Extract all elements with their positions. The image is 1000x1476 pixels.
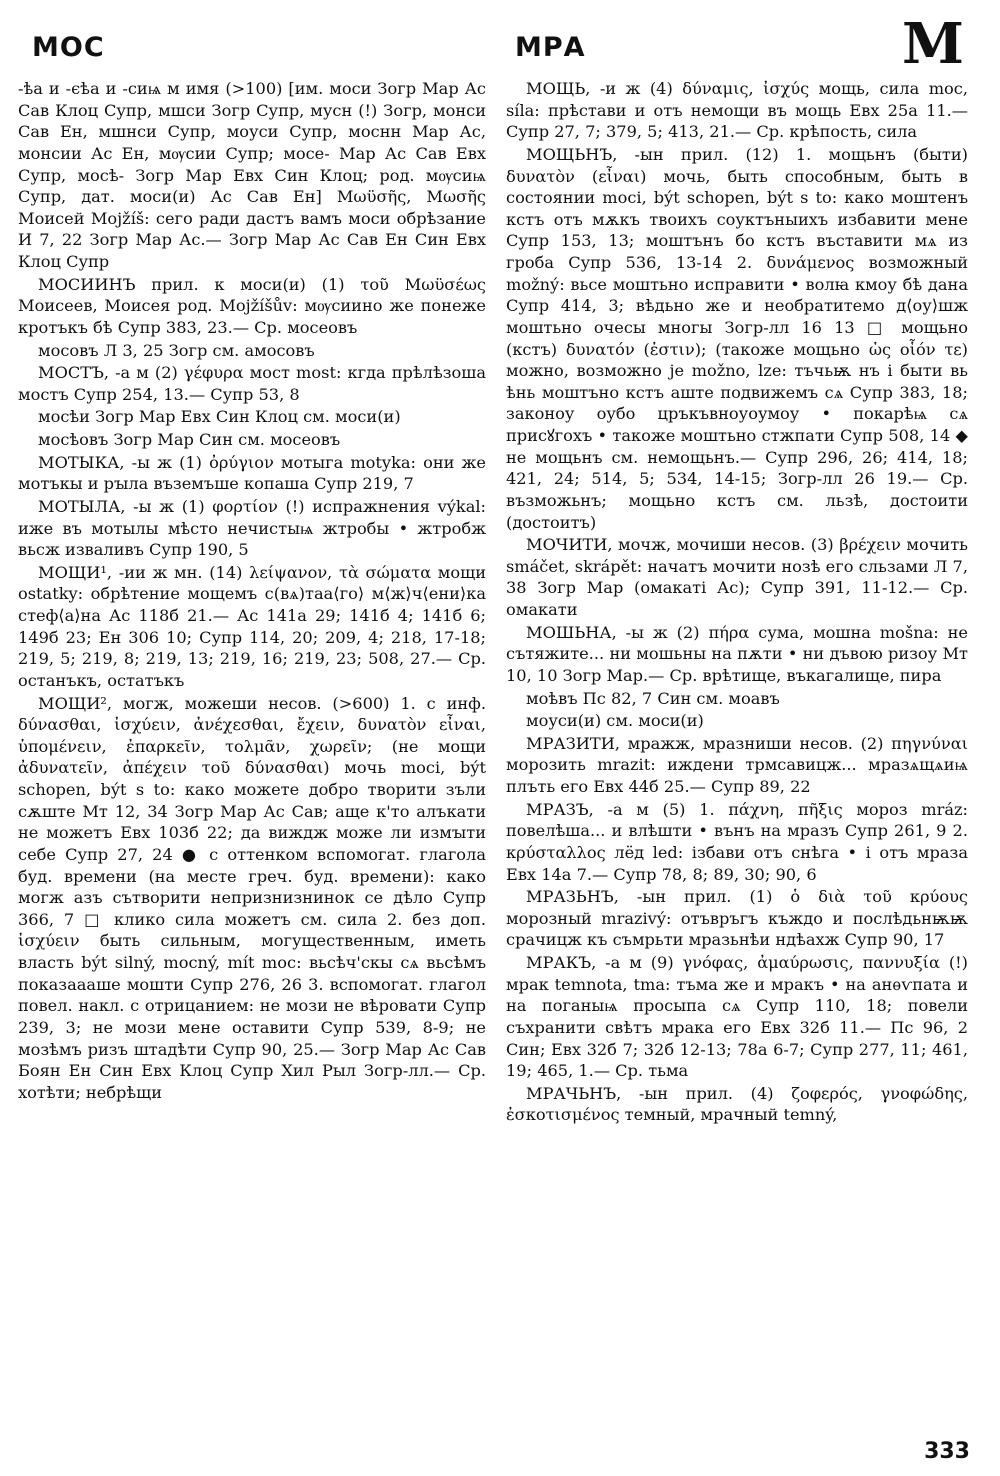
dictionary-entry: МОТЫЛА, -ы ж (1) φορτίον (!) испражнения výkal: иже въ мотылы мѣсто нечистыѩ жтробы • жтробж вьсж изваливъ Супр 190, 5 <box>18 496 486 560</box>
running-head-right: МРА <box>515 32 586 63</box>
dictionary-entry: МРАЧЬНЪ, -ын прил. (4) ζοφερός, γνοφώδης, ἐσκοτισμένος темный, мрачный temný, <box>506 1083 968 1125</box>
left-column <box>18 78 486 1430</box>
dictionary-entry: МОЧИТИ, мочж, мочиши несов. (3) βρέχειν мочить smáčet, skrápět: начатъ мочити нозѣ его сльзами Л 7, 38 Зогр Мар (омакаті Ас); Супр 391, 11-12.— Ср. омакати <box>506 535 968 619</box>
dictionary-entry: МРАЗИТИ, мражж, мразниши несов. (2) πηγνύναι морозить mrazit: иждени трмсавицж... мразѧщѧиѩ плъть его Евх 44б 25.— Супр 89, 22 <box>506 733 968 796</box>
dictionary-entry: МОЩИ², могж, можеши несов. (>600) 1. с инф. δύνασθαι, ἰσχύειν, ἀνέχεσθαι, ἔχειν, δυνατὸν εἶναι, ὑπομένειν, ἐπαρκεῖν, τολμᾶν, χωρεῖν; (не мощи ἀδυνατεῖν, ἀπέχειν τοῦ δύνασθαι) мочь moci, být schopen, být s to: како можете добро творити зъли сѫште Мт 12, 34 Зогр Мар Ас Сав; аще к'то алъкати не можетъ Евх 103б 22; да виждж може ли измꙑти себе Супр 27, 24 ● с оттенком вспомогат. глагола буд. времени (на месте греч. буд. времени): како могж азъ сътворити непризнизнинок се дѣло Супр 366, 7 □ клико сила можетъ см. сила 2. без доп. ἰσχύειν быть сильным, могущественным, иметь власть být silný, mocný, mít moc: вьсѣч'скы сѧ вьсѣмъ показаааше мошти Супр 276, 26 3. вспомогат. глагол повел. накл. с отрицанием: не мози не вѣровати Супр 239, 3; не мози мене оставити Супр 539, 8-9; не мозѣмъ ризъ штадѣти Супр 90, 25.— Зогр Мар Ас Сав Боян Ен Син Евх Клоц Супр Хил Рыл Зогр-лл.— Ср. хотѣти; небрѣщи <box>18 693 486 1102</box>
right-column <box>506 78 968 1430</box>
dictionary-entry: моуси(и) см. моси(и) <box>526 711 704 731</box>
dictionary-entry: мосовъ Л 3, 25 Зогр см. амосовъ <box>38 340 315 360</box>
dictionary-entry: -ѣа и -єѣа и -сиѩ м имя (>100) [им. моси Зогр Мар Ас Сав Клоц Супр, мшси Зогр Супр, мусн (!) Зогр, монси Сав Ен, мшнси Супр, моуси Супр, моснн Мар Ас, монсии Ас Ен, мѹсии Супр; мосе- Мар Ас Сав Евх Супр, мосѣ- Зогр Мар Евх Син Клоц; род. мѹсиѩ Супр, дат. моси(и) Ас Сав Ен] Μωϋσῆς, Μωσῆς Моисей Mojžíš: сего ради дастъ вамъ моси обрѣзание И 7, 22 Зогр Мар Ас.— Зогр Мар Ас Сав Ен Син Евх Клоц Супр <box>18 79 486 271</box>
dictionary-entry: МРАЗЪ, -а м (5) 1. πάχνη, πῆξις мороз mráz: повелѣша... и влѣшти • вънъ на мразъ Супр 261, 9 2. κρύσταλλος лёд led: ізбави отъ снѣга • і отъ мраза Евх 14а 7.— Супр 78, 8; 89, 30; 90, 6 <box>506 799 968 884</box>
dictionary-entry: МОСТЪ, -а м (2) γέφυρα мост most: кгда прѣлѣзоша мостъ Супр 254, 13.— Супр 53, 8 <box>18 363 486 404</box>
dictionary-entry: МОЩИ¹, -ии ж мн. (14) λείψανον, τὰ σώματα мощи ostatky: обрѣтение мощемъ с(вѧ)таа⟨го⟩ м⟨ж⟩ч⟨ени⟩ка стеф⟨а⟩на Ас 118б 21.— Ас 141а 29; 141б 4; 141б 6; 149б 23; Ен 306 10; Супр 114, 20; 209, 4; 218, 17-18; 219, 5; 219, 8; 219, 13; 219, 16; 219, 23; 508, 27.— Ср. останъкъ, остатъкъ <box>18 562 486 690</box>
page-number: 333 <box>924 1439 970 1464</box>
dictionary-entry: мосѣовъ Зогр Мар Син см. мосеовъ <box>38 430 341 449</box>
dictionary-entry: МРАЗЬНЪ, -ын прил. (1) ὁ διὰ τοῦ κρύους морозный mrazivý: отъвръгъ къждо и послѣдьнѭѭ срачицж къ съмрьти мразьнѣи ндѣахж Супр 90, 17 <box>506 887 968 950</box>
section-letter: М <box>902 11 964 77</box>
dictionary-entry: моѣвъ Пс 82, 7 Син см. моавъ <box>526 688 780 708</box>
dictionary-entry: мосѣи Зогр Мар Евх Син Клоц см. моси(и) <box>38 407 401 427</box>
dictionary-entry: МОТЫКА, -ы ж (1) ὀρύγιον мотыга motyka: они же мотъкы и рꙑла въземъше копаша Супр 219, 7 <box>18 452 486 494</box>
running-head-left: МОС <box>32 32 105 63</box>
page-header <box>0 11 1000 78</box>
dictionary-entry: МОШЬНА, -ы ж (2) πήρα сума, мошна mošna: не сътяжите... ни мошьны на пѫти • ни дъвою ризоу Мт 10, 10 Зогр Мар.— Ср. врѣтище, въкагалище, пира <box>506 622 968 685</box>
dictionary-entry: МРАКЪ, -а м (9) γνόφας, ἀμαύρωσις, παννυξία (!) мрак temnota, tma: тъма же и мракъ • на анѳѵпата и на поганыѩ просыпа сѧ Супр 110, 18; повели съхранити свѣтъ мрака его Евх 32б 11.— Пс 96, 2 Син; Евх 32б 7; 32б 12-13; 78а 6-7; Супр 277, 11; 461, 19; 465, 1.— Ср. тьма <box>506 953 968 1081</box>
dictionary-entry: МОЩЬ, -и ж (4) δύναμις, ἰσχύς мощь, сила moc, síla: прѣстави и отъ немощи въ мощь Евх 25а 11.— Супр 27, 7; 379, 5; 413, 21.— Ср. крѣпость, сила <box>506 79 968 142</box>
dictionary-entry: МОСИИНЪ прил. к моси(и) (1) τοῦ Μωϋσέως Моисеев, Моисея род. Mojžíšův: мѹсиино же понеже кротъкъ бѣ Супр 383, 23.— Ср. мосеовъ <box>18 274 486 337</box>
dictionary-entry: МОЩЬНЪ, -ын прил. (12) 1. мощьнъ (быти) δυνατὸν (εἶναι) мочь, быть способным, быть в состоянии moci, být schopen, být s to: како моштенъ кстъ отъ мѫкъ твоихъ соуктъныихъ избавити мене Супр 153, 13; моштънъ бо кстъ въставити мѧ из гроба Супр 536, 13-14 2. δυνάμενος возможный možný: вьсе моштьно исправити • волꙗ кмоу бѣ дана Супр 414, 3; вѣдьно же и необратитемо д⟨оу⟩шж моштьно очесы многы Зогр-лл 16 13 □ мощьно (кстъ) δυνατόν (ἐστιν); (такоже мощьно ὡς οἷόν τε) можно, возможно je možno, lze: тъчьѭ нъ і быти вь ѣнь моштъно кстъ аште подвижемъ сѧ Супр 383, 18; законоу оубо цръкъвноуоумоу • покарѣѩ сѧ присꙋгохъ • такоже моштьно стжпати Супр 508, 14 ◆ не мощьнъ см. немощьнъ.— Супр 296, 26; 414, 18; 421, 24; 514, 5; 534, 14-15; Зогр-лл 26 19.— Ср. възможьнъ; мощьно кстъ см. льзѣ, достоити (достоитъ) <box>506 144 968 532</box>
